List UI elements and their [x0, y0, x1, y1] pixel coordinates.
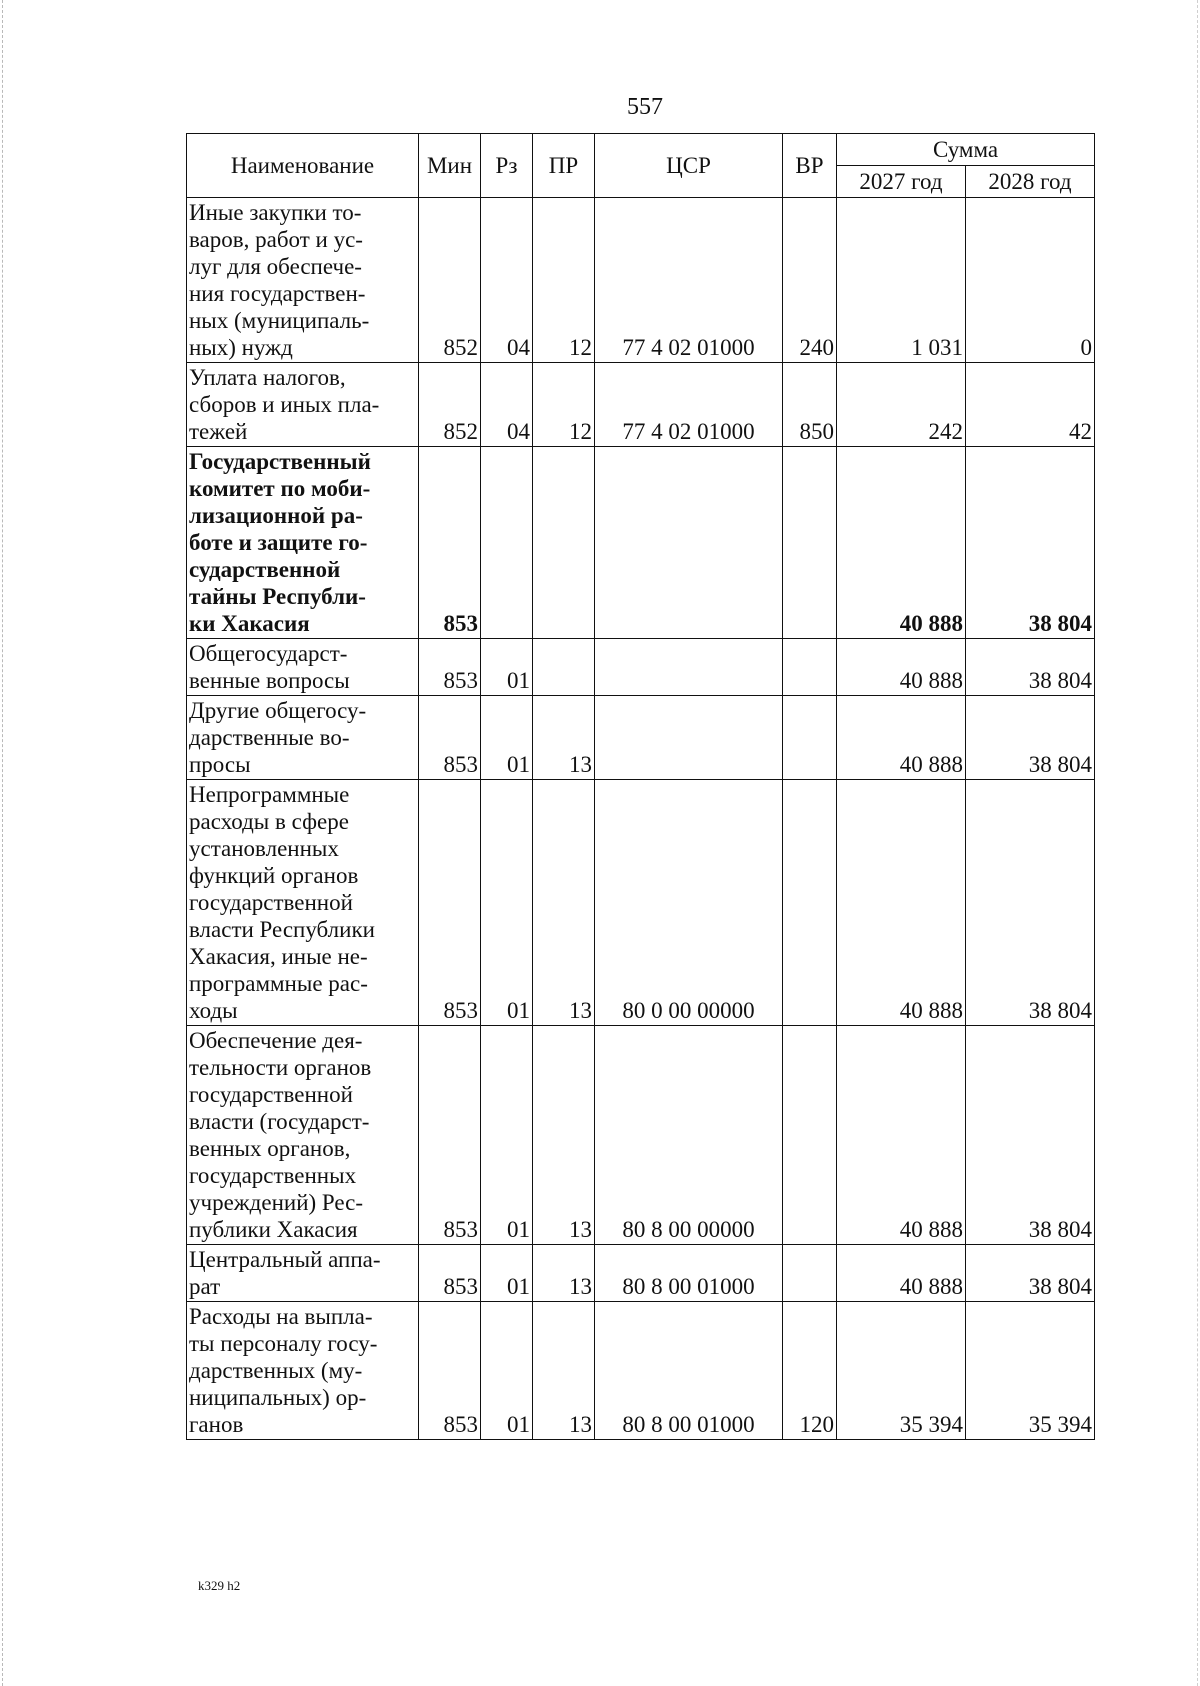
cell-sum-2028: 38 804	[966, 780, 1095, 1026]
header-csr: ЦСР	[595, 134, 783, 198]
cell-name-line: Расходы на выпла-	[189, 1304, 373, 1329]
cell-name-line: ганов	[189, 1412, 244, 1437]
cell-vr	[783, 696, 837, 780]
cell-name-line: ниципальных) ор-	[189, 1385, 367, 1410]
cell-min: 853	[419, 1302, 481, 1440]
cell-name	[187, 696, 419, 780]
cell-name-line: государственной	[189, 1082, 353, 1107]
cell-name-line: власти (государст-	[189, 1109, 370, 1134]
cell-csr	[595, 639, 783, 696]
cell-rz: 01	[481, 696, 533, 780]
cell-rz: 01	[481, 1026, 533, 1245]
cell-name-line: боте и защите го-	[189, 530, 368, 555]
cell-min: 852	[419, 198, 481, 363]
cell-rz: 04	[481, 363, 533, 447]
cell-name-line: программные рас-	[189, 971, 368, 996]
cell-name-line: функций органов	[189, 863, 359, 888]
cell-sum-2027: 1 031	[837, 198, 966, 363]
cell-name-line: сударственной	[189, 557, 341, 582]
scan-right-edge	[1197, 0, 1198, 1686]
cell-vr	[783, 780, 837, 1026]
cell-sum-2028: 38 804	[966, 1026, 1095, 1245]
cell-name-line: тайны Республи-	[189, 584, 366, 609]
cell-name-line: лизационной ра-	[189, 503, 363, 528]
cell-pr: 13	[533, 1302, 595, 1440]
table-row	[187, 639, 1095, 696]
cell-sum-2027: 242	[837, 363, 966, 447]
table-row	[187, 1026, 1095, 1245]
cell-rz: 01	[481, 780, 533, 1026]
cell-sum-2027: 40 888	[837, 696, 966, 780]
cell-vr	[783, 1245, 837, 1302]
cell-name-line: публики Хакасия	[189, 1217, 358, 1242]
cell-name-line: ходы	[189, 998, 238, 1023]
cell-name	[187, 198, 419, 363]
cell-name-line: Общегосударст-	[189, 641, 348, 666]
cell-pr: 13	[533, 780, 595, 1026]
header-year-2027: 2027 год	[837, 166, 966, 198]
cell-rz: 01	[481, 1245, 533, 1302]
cell-sum-2028: 35 394	[966, 1302, 1095, 1440]
cell-vr: 120	[783, 1302, 837, 1440]
cell-name-line: ты персоналу госу-	[189, 1331, 378, 1356]
cell-pr: 13	[533, 696, 595, 780]
table-row	[187, 447, 1095, 639]
cell-name-line: Непрограммные	[189, 782, 350, 807]
cell-name-line: Государственный	[189, 449, 371, 474]
cell-pr: 12	[533, 363, 595, 447]
cell-name-line: тежей	[189, 419, 248, 444]
cell-name-line: власти Республики	[189, 917, 375, 942]
cell-vr: 240	[783, 198, 837, 363]
cell-name	[187, 1026, 419, 1245]
table-row	[187, 696, 1095, 780]
table-body	[187, 198, 1095, 1440]
cell-vr	[783, 447, 837, 639]
cell-sum-2028: 42	[966, 363, 1095, 447]
cell-rz: 04	[481, 198, 533, 363]
header-pr: ПР	[533, 134, 595, 198]
cell-name-line: луг для обеспече-	[189, 254, 362, 279]
cell-sum-2028: 38 804	[966, 639, 1095, 696]
header-vr: ВР	[783, 134, 837, 198]
cell-name	[187, 363, 419, 447]
cell-csr: 80 8 00 01000	[595, 1245, 783, 1302]
cell-name-line: ки Хакасия	[189, 611, 310, 636]
cell-name-line: ных) нужд	[189, 335, 293, 360]
budget-table	[186, 133, 1095, 1440]
cell-name	[187, 447, 419, 639]
cell-min: 853	[419, 447, 481, 639]
cell-name	[187, 780, 419, 1026]
cell-csr: 77 4 02 01000	[595, 363, 783, 447]
cell-name-line: установленных	[189, 836, 339, 861]
cell-name-line: расходы в сфере	[189, 809, 349, 834]
cell-min: 853	[419, 1245, 481, 1302]
cell-sum-2027: 40 888	[837, 1026, 966, 1245]
footer-code: k329 h2	[198, 1578, 241, 1593]
cell-sum-2027: 40 888	[837, 1245, 966, 1302]
cell-name-line: Иные закупки то-	[189, 200, 362, 225]
cell-name-line: сборов и иных пла-	[189, 392, 380, 417]
cell-rz	[481, 447, 533, 639]
cell-sum-2027: 40 888	[837, 780, 966, 1026]
header-min: Мин	[419, 134, 481, 198]
table-row	[187, 1302, 1095, 1440]
cell-sum-2028: 38 804	[966, 447, 1095, 639]
cell-vr	[783, 639, 837, 696]
cell-name-line: рат	[189, 1274, 221, 1299]
cell-name-line: дарственных (му-	[189, 1358, 363, 1383]
cell-min: 853	[419, 1026, 481, 1245]
cell-sum-2027: 40 888	[837, 639, 966, 696]
cell-sum-2027: 35 394	[837, 1302, 966, 1440]
cell-csr	[595, 447, 783, 639]
cell-pr	[533, 447, 595, 639]
cell-name-line: Хакасия, иные не-	[189, 944, 368, 969]
cell-name-line: Другие общегосу-	[189, 698, 367, 723]
cell-name-line: венных органов,	[189, 1136, 351, 1161]
cell-name-line: Уплата налогов,	[189, 365, 346, 390]
header-year-2028: 2028 год	[966, 166, 1095, 198]
cell-rz: 01	[481, 639, 533, 696]
cell-name	[187, 1302, 419, 1440]
cell-name-line: просы	[189, 752, 251, 777]
cell-name-line: Обеспечение дея-	[189, 1028, 363, 1053]
cell-name	[187, 1245, 419, 1302]
cell-min: 852	[419, 363, 481, 447]
cell-min: 853	[419, 780, 481, 1026]
cell-csr	[595, 696, 783, 780]
page-number: 557	[627, 94, 663, 120]
cell-name-line: учреждений) Рес-	[189, 1190, 364, 1215]
cell-sum-2028: 0	[966, 198, 1095, 363]
cell-name-line: тельности органов	[189, 1055, 372, 1080]
cell-pr	[533, 639, 595, 696]
cell-rz: 01	[481, 1302, 533, 1440]
cell-name-line: ных (муниципаль-	[189, 308, 370, 333]
cell-name-line: ния государствен-	[189, 281, 366, 306]
cell-name-line: венные вопросы	[189, 668, 350, 693]
cell-csr: 77 4 02 01000	[595, 198, 783, 363]
cell-name	[187, 639, 419, 696]
cell-name-line: государственных	[189, 1163, 357, 1188]
table-row	[187, 780, 1095, 1026]
cell-name-line: комитет по моби-	[189, 476, 371, 501]
cell-name-line: государственной	[189, 890, 353, 915]
table-row	[187, 198, 1095, 363]
cell-pr: 12	[533, 198, 595, 363]
cell-sum-2027: 40 888	[837, 447, 966, 639]
cell-name-line: дарственные во-	[189, 725, 350, 750]
scan-left-edge	[2, 0, 3, 1686]
cell-sum-2028: 38 804	[966, 1245, 1095, 1302]
cell-pr: 13	[533, 1026, 595, 1245]
cell-csr: 80 0 00 00000	[595, 780, 783, 1026]
cell-vr	[783, 1026, 837, 1245]
cell-csr: 80 8 00 01000	[595, 1302, 783, 1440]
cell-pr: 13	[533, 1245, 595, 1302]
cell-min: 853	[419, 639, 481, 696]
cell-vr: 850	[783, 363, 837, 447]
cell-min: 853	[419, 696, 481, 780]
table-header	[187, 134, 1095, 198]
table-row	[187, 1245, 1095, 1302]
cell-sum-2028: 38 804	[966, 696, 1095, 780]
cell-name-line: варов, работ и ус-	[189, 227, 363, 252]
cell-csr: 80 8 00 00000	[595, 1026, 783, 1245]
cell-name-line: Центральный аппа-	[189, 1247, 381, 1272]
header-summa: Сумма	[837, 134, 1095, 166]
table-row	[187, 363, 1095, 447]
header-rz: Рз	[481, 134, 533, 198]
header-name: Наименование	[187, 134, 419, 198]
